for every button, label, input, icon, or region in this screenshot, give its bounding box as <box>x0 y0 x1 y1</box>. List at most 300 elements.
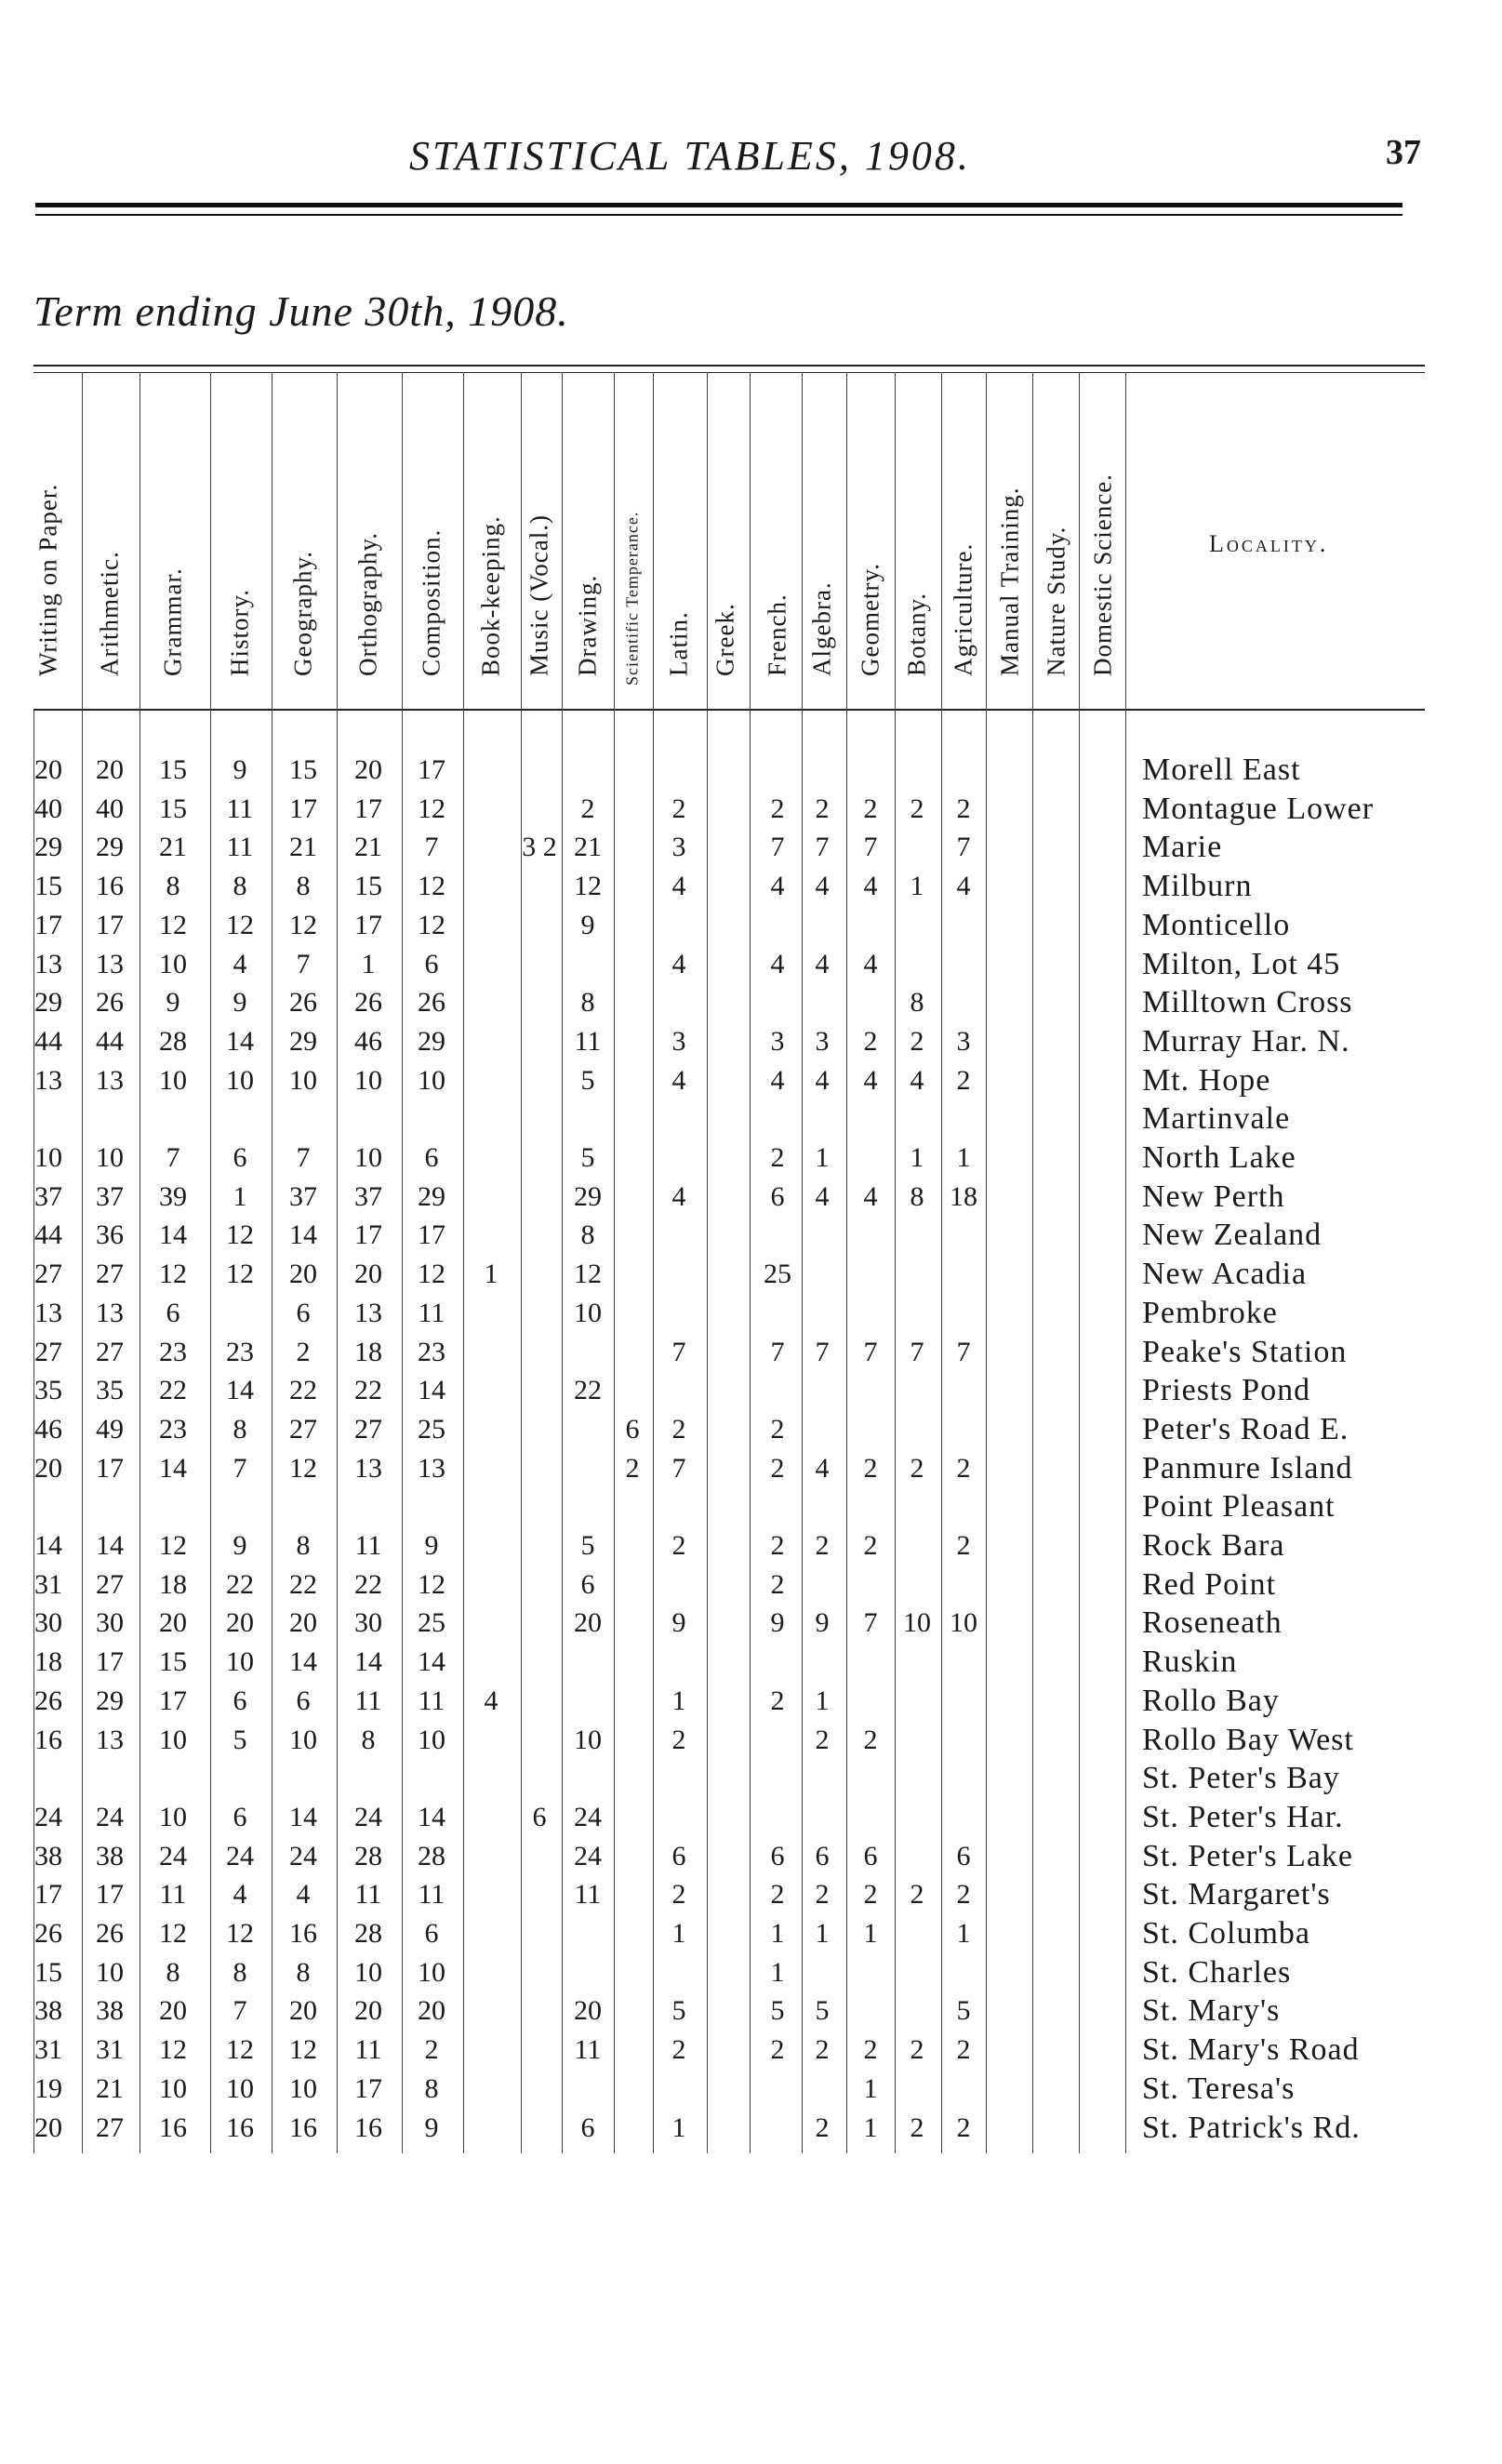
table-cell: 26 <box>96 987 124 1019</box>
column-header-label: Composition. <box>417 528 445 676</box>
column-header-label: Nature Study. <box>1042 526 1070 676</box>
table-cell: 2 <box>863 792 878 824</box>
table-cell: 1 <box>910 1142 924 1173</box>
table-cell: 2 <box>671 1530 686 1561</box>
column-header-label: Manual Training. <box>995 486 1024 676</box>
column-header <box>30 391 67 705</box>
table-cell: 27 <box>34 1336 62 1367</box>
table-cell: 7 <box>770 1336 785 1367</box>
table-cell: 7 <box>166 1142 180 1173</box>
column-header-label: Orthography. <box>353 532 382 676</box>
table-cell: 12 <box>159 1918 187 1949</box>
table-cell: 1 <box>863 2072 878 2104</box>
table-cell: 21 <box>354 832 382 863</box>
table-cell: 20 <box>289 1259 317 1290</box>
table-cell: 6 <box>233 1142 247 1173</box>
table-cell: 6 <box>671 1840 686 1871</box>
table-cell: 17 <box>354 909 382 940</box>
locality-name: Monticello <box>1142 907 1291 942</box>
table-cell: 2 <box>910 1452 924 1484</box>
column-divider <box>1032 372 1033 2153</box>
column-header <box>1084 391 1122 705</box>
table-cell: 14 <box>418 1646 445 1678</box>
page-number: 37 <box>1386 133 1421 172</box>
table-cell: 1 <box>361 948 376 979</box>
table-cell: 4 <box>910 1064 924 1096</box>
column-header <box>285 391 322 705</box>
table-cell: 7 <box>671 1336 686 1367</box>
table-cell: 6 <box>233 1685 247 1716</box>
locality-name: St. Charles <box>1142 1954 1292 1990</box>
table-cell: 12 <box>289 2034 317 2066</box>
table-cell: 16 <box>159 2111 187 2143</box>
table-cell: 1 <box>671 1918 686 1949</box>
table-cell: 18 <box>34 1646 62 1678</box>
table-cell: 4 <box>815 1064 830 1096</box>
table-cell: 5 <box>956 1995 971 2027</box>
table-cell: 7 <box>956 832 971 863</box>
table-cell: 10 <box>159 1064 187 1096</box>
column-header <box>945 391 982 705</box>
table-cell: 15 <box>34 1956 62 1988</box>
table-cell: 2 <box>770 2034 785 2066</box>
table-cell: 9 <box>233 1530 247 1561</box>
table-cell: 23 <box>159 1336 187 1367</box>
table-cell: 14 <box>159 1452 187 1484</box>
table-cell: 29 <box>418 1180 445 1212</box>
table-cell: 6 <box>424 1142 439 1173</box>
table-cell: 8 <box>296 1956 311 1988</box>
table-cell: 5 <box>580 1142 595 1173</box>
table-cell: 4 <box>956 871 971 902</box>
table-cell: 26 <box>34 1918 62 1949</box>
table-cell: 6 <box>424 948 439 979</box>
locality-name: Pembroke <box>1142 1295 1278 1330</box>
table-cell: 10 <box>574 1724 602 1755</box>
table-cell: 1 <box>863 1918 878 1949</box>
table-cell: 10 <box>289 1724 317 1755</box>
table-cell: 8 <box>166 871 180 902</box>
table-cell: 2 <box>815 2111 830 2143</box>
column-header-label: Drawing. <box>573 574 602 676</box>
table-cell: 29 <box>289 1025 317 1057</box>
column-header <box>350 391 387 705</box>
table-cell: 16 <box>289 1918 317 1949</box>
table-cell: 31 <box>96 2034 124 2066</box>
table-cell: 27 <box>96 1259 124 1290</box>
column-header <box>804 391 841 705</box>
table-cell: 2 <box>956 1064 971 1096</box>
table-cell: 11 <box>226 792 254 824</box>
table-cell: 24 <box>574 1801 602 1832</box>
header-rule-thin <box>35 214 1402 216</box>
table-cell: 8 <box>166 1956 180 1988</box>
table-cell: 7 <box>863 1607 878 1639</box>
table-cell: 15 <box>159 792 187 824</box>
table-cell: 20 <box>289 1995 317 2027</box>
table-cell: 4 <box>233 948 247 979</box>
locality-name: St. Peter's Har. <box>1142 1799 1344 1834</box>
table-cell: 24 <box>226 1840 254 1871</box>
table-cell: 9 <box>580 909 595 940</box>
table-cell: 6 <box>863 1840 878 1871</box>
table-cell: 17 <box>96 909 124 940</box>
table-cell: 17 <box>34 909 62 940</box>
table-cell: 29 <box>574 1180 602 1212</box>
table-cell: 4 <box>484 1685 498 1716</box>
locality-name: New Zealand <box>1142 1218 1323 1253</box>
locality-name: Priests Pond <box>1142 1373 1311 1408</box>
table-cell: 1 <box>815 1918 830 1949</box>
table-cell: 4 <box>863 1064 878 1096</box>
table-cell: 2 <box>770 1142 785 1173</box>
table-cell: 6 <box>580 1568 595 1600</box>
table-cell: 22 <box>354 1568 382 1600</box>
locality-name: Red Point <box>1142 1566 1277 1602</box>
table-cell: 4 <box>815 1180 830 1212</box>
column-header-label: Book-keeping. <box>476 515 505 676</box>
table-cell: 27 <box>354 1413 382 1445</box>
table-cell: 11 <box>354 1685 382 1716</box>
table-cell: 15 <box>354 871 382 902</box>
table-cell: 22 <box>159 1375 187 1406</box>
locality-name: St. Peter's Lake <box>1142 1838 1354 1873</box>
table-cell: 2 <box>910 1879 924 1911</box>
locality-name: Milburn <box>1142 869 1253 904</box>
table-cell: 7 <box>770 832 785 863</box>
column-header-label: Latin. <box>664 611 693 676</box>
table-cell: 23 <box>418 1336 445 1367</box>
table-cell: 6 <box>424 1918 439 1949</box>
table-cell: 7 <box>233 1995 247 2027</box>
table-cell: 22 <box>354 1375 382 1406</box>
table-cell: 7 <box>233 1452 247 1484</box>
table-cell: 1 <box>956 1142 971 1173</box>
column-header <box>614 391 651 705</box>
table-cell: 40 <box>96 792 124 824</box>
locality-name: New Acadia <box>1142 1257 1308 1292</box>
table-cell: 4 <box>770 871 785 902</box>
table-cell: 22 <box>574 1375 602 1406</box>
table-cell: 12 <box>226 2034 254 2066</box>
table-cell: 6 <box>770 1840 785 1871</box>
table-cell: 14 <box>289 1219 317 1251</box>
table-cell: 28 <box>354 1918 382 1949</box>
table-cell: 2 <box>815 1724 830 1755</box>
table-cell: 14 <box>226 1375 254 1406</box>
table-cell: 14 <box>34 1530 62 1561</box>
table-cell: 2 <box>863 1724 878 1755</box>
table-cell: 7 <box>815 832 830 863</box>
column-header-label: Music (Vocal.) <box>525 514 553 676</box>
table-cell: 2 <box>770 792 785 824</box>
table-cell: 10 <box>34 1142 62 1173</box>
table-cell: 27 <box>289 1413 317 1445</box>
column-divider <box>521 372 522 2153</box>
table-cell: 29 <box>34 987 62 1019</box>
table-cell: 4 <box>671 1064 686 1096</box>
column-header-label: Scientific Temperance. <box>622 511 642 686</box>
table-cell: 20 <box>418 1995 445 2027</box>
table-cell: 28 <box>354 1840 382 1871</box>
locality-name: Morell East <box>1142 753 1301 787</box>
table-cell: 10 <box>418 1064 445 1096</box>
table-cell: 10 <box>418 1956 445 1988</box>
table-cell: 4 <box>863 1180 878 1212</box>
table-cell: 14 <box>418 1801 445 1832</box>
table-cell: 19 <box>34 2072 62 2104</box>
table-top-rule <box>33 365 1425 366</box>
locality-name: Rock Bara <box>1142 1528 1285 1563</box>
table-cell: 2 <box>863 1530 878 1561</box>
table-cell: 2 <box>770 1530 785 1561</box>
table-cell: 29 <box>96 832 124 863</box>
column-divider <box>750 372 751 2153</box>
table-cell: 8 <box>580 987 595 1019</box>
table-cell: 2 <box>956 1879 971 1911</box>
column-divider <box>1125 372 1126 2153</box>
table-cell: 2 <box>671 792 686 824</box>
locality-name: Milltown Cross <box>1142 985 1353 1020</box>
table-cell: 1 <box>770 1956 785 1988</box>
table-cell: 10 <box>159 2072 187 2104</box>
table-cell: 6 <box>166 1297 180 1328</box>
locality-name: New Perth <box>1142 1179 1285 1214</box>
table-cell: 3 2 <box>522 832 557 863</box>
table-cell: 10 <box>354 1064 382 1096</box>
table-cell: 6 <box>532 1801 547 1832</box>
column-header <box>660 391 698 705</box>
table-cell: 27 <box>96 1336 124 1367</box>
table-cell: 40 <box>34 792 62 824</box>
table-cell: 12 <box>418 871 445 902</box>
table-cell: 37 <box>289 1180 317 1212</box>
table-cell: 9 <box>424 2111 439 2143</box>
table-cell: 11 <box>418 1879 445 1911</box>
table-cell: 27 <box>96 2111 124 2143</box>
column-divider <box>463 372 464 2153</box>
table-cell: 26 <box>418 987 445 1019</box>
table-cell: 20 <box>226 1607 254 1639</box>
table-cell: 21 <box>96 2072 124 2104</box>
locality-name: Point Pleasant <box>1142 1489 1336 1525</box>
locality-name: Rollo Bay <box>1142 1683 1280 1718</box>
column-header <box>569 391 606 705</box>
table-cell: 6 <box>233 1801 247 1832</box>
table-cell: 17 <box>159 1685 187 1716</box>
table-cell: 1 <box>815 1142 830 1173</box>
table-cell: 25 <box>764 1259 791 1290</box>
locality-name: Roseneath <box>1142 1605 1283 1641</box>
table-cell: 44 <box>34 1219 62 1251</box>
table-cell: 4 <box>863 871 878 902</box>
column-header <box>898 391 936 705</box>
column-header <box>707 391 744 705</box>
table-cell: 24 <box>96 1801 124 1832</box>
table-cell: 9 <box>233 987 247 1019</box>
table-cell: 23 <box>159 1413 187 1445</box>
table-cell: 11 <box>159 1879 187 1911</box>
table-cell: 38 <box>34 1840 62 1871</box>
column-divider <box>82 372 83 2153</box>
table-cell: 20 <box>34 2111 62 2143</box>
locality-name: Peake's Station <box>1142 1334 1348 1369</box>
table-cell: 2 <box>863 1452 878 1484</box>
table-cell: 15 <box>289 754 317 785</box>
column-divider <box>210 372 211 2153</box>
table-cell: 10 <box>354 1142 382 1173</box>
table-cell: 6 <box>296 1685 311 1716</box>
table-cell: 11 <box>574 1025 602 1057</box>
column-divider <box>337 372 338 2153</box>
table-cell: 2 <box>863 2034 878 2066</box>
table-cell: 12 <box>159 2034 187 2066</box>
table-cell: 8 <box>233 1413 247 1445</box>
table-cell: 6 <box>296 1297 311 1328</box>
table-cell: 12 <box>289 1452 317 1484</box>
table-cell: 10 <box>159 948 187 979</box>
table-cell: 13 <box>354 1452 382 1484</box>
table-cell: 2 <box>625 1452 640 1484</box>
table-cell: 2 <box>424 2034 439 2066</box>
table-cell: 20 <box>354 1259 382 1290</box>
table-cell: 2 <box>910 2111 924 2143</box>
table-cell: 11 <box>418 1685 445 1716</box>
table-cell: 2 <box>863 1025 878 1057</box>
table-cell: 15 <box>159 754 187 785</box>
table-cell: 27 <box>34 1259 62 1290</box>
table-cell: 25 <box>418 1607 445 1639</box>
table-cell: 11 <box>354 1879 382 1911</box>
locality-name: Milton, Lot 45 <box>1142 946 1341 981</box>
table-cell: 27 <box>96 1568 124 1600</box>
table-cell: 14 <box>418 1375 445 1406</box>
table-cell: 5 <box>580 1530 595 1561</box>
header-title: STATISTICAL TABLES, 1908. <box>409 133 971 179</box>
table-cell: 18 <box>159 1568 187 1600</box>
table-cell: 20 <box>34 754 62 785</box>
table-cell: 12 <box>289 909 317 940</box>
table-cell: 10 <box>226 2072 254 2104</box>
table-cell: 13 <box>96 1297 124 1328</box>
column-header-label: Geometry. <box>856 563 884 676</box>
column-header-label: History. <box>225 589 254 676</box>
table-cell: 24 <box>34 1801 62 1832</box>
table-cell: 35 <box>96 1375 124 1406</box>
column-header-label: Greek. <box>711 603 739 676</box>
table-cell: 2 <box>956 1530 971 1561</box>
locality-name: St. Columba <box>1142 1916 1311 1951</box>
table-cell: 2 <box>815 1879 830 1911</box>
table-cell: 21 <box>159 832 187 863</box>
table-cell: 14 <box>289 1646 317 1678</box>
table-cell: 26 <box>34 1685 62 1716</box>
table-cell: 44 <box>34 1025 62 1057</box>
table-cell: 24 <box>289 1840 317 1871</box>
table-cell: 10 <box>289 1064 317 1096</box>
table-cell: 11 <box>354 1530 382 1561</box>
table-cell: 8 <box>910 987 924 1019</box>
locality-name: Murray Har. N. <box>1142 1023 1350 1059</box>
column-header <box>1038 391 1075 705</box>
table-cell: 2 <box>815 2034 830 2066</box>
table-cell: 15 <box>34 871 62 902</box>
locality-name: Rollo Bay West <box>1142 1722 1354 1757</box>
table-cell: 31 <box>34 1568 62 1600</box>
table-cell: 12 <box>159 1259 187 1290</box>
table-cell: 16 <box>289 2111 317 2143</box>
locality-name: St. Teresa's <box>1142 2071 1296 2106</box>
table-cell: 13 <box>34 1064 62 1096</box>
locality-name: St. Mary's <box>1142 1993 1281 2029</box>
table-cell: 13 <box>34 1297 62 1328</box>
table-cell: 2 <box>815 792 830 824</box>
table-cell: 2 <box>863 1879 878 1911</box>
table-cell: 10 <box>96 1956 124 1988</box>
table-cell: 21 <box>289 832 317 863</box>
column-header <box>472 391 510 705</box>
table-cell: 1 <box>770 1918 785 1949</box>
table-cell: 14 <box>354 1646 382 1678</box>
table-cell: 38 <box>34 1995 62 2027</box>
table-cell: 8 <box>580 1219 595 1251</box>
table-cell: 1 <box>233 1180 247 1212</box>
locality-name: Panmure Island <box>1142 1450 1353 1485</box>
table-cell: 2 <box>770 1452 785 1484</box>
table-cell: 17 <box>289 792 317 824</box>
running-header <box>0 132 1502 188</box>
table-cell: 17 <box>96 1646 124 1678</box>
column-header-label: Domestic Science. <box>1088 473 1117 676</box>
table-cell: 38 <box>96 1995 124 2027</box>
table-cell: 4 <box>815 871 830 902</box>
table-cell: 8 <box>424 2072 439 2104</box>
table-cell: 3 <box>671 1025 686 1057</box>
table-cell: 9 <box>424 1530 439 1561</box>
table-cell: 1 <box>671 2111 686 2143</box>
table-cell: 12 <box>418 909 445 940</box>
column-header <box>221 391 259 705</box>
locality-name: St. Margaret's <box>1142 1877 1331 1912</box>
locality-name: St. Peter's Bay <box>1142 1761 1340 1796</box>
column-header-label: Grammar. <box>158 567 187 676</box>
table-cell: 24 <box>354 1801 382 1832</box>
column-header <box>521 391 558 705</box>
table-cell: 2 <box>671 1413 686 1445</box>
table-cell: 9 <box>770 1607 785 1639</box>
table-cell: 4 <box>671 1180 686 1212</box>
table-cell: 29 <box>34 832 62 863</box>
table-cell: 16 <box>226 2111 254 2143</box>
table-cell: 2 <box>956 792 971 824</box>
table-cell: 17 <box>34 1879 62 1911</box>
column-divider <box>614 372 615 2153</box>
table-cell: 8 <box>296 1530 311 1561</box>
table-cell: 25 <box>418 1413 445 1445</box>
table-cell: 3 <box>671 832 686 863</box>
table-cell: 2 <box>770 1413 785 1445</box>
table-cell: 4 <box>770 1064 785 1096</box>
table-cell: 17 <box>96 1879 124 1911</box>
header-rule <box>35 203 1402 207</box>
table-cell: 17 <box>418 1219 445 1251</box>
table-cell: 10 <box>226 1646 254 1678</box>
table-cell: 12 <box>159 909 187 940</box>
table-cell: 10 <box>574 1297 602 1328</box>
table-cell: 2 <box>910 792 924 824</box>
table-cell: 16 <box>34 1724 62 1755</box>
table-cell: 6 <box>770 1180 785 1212</box>
